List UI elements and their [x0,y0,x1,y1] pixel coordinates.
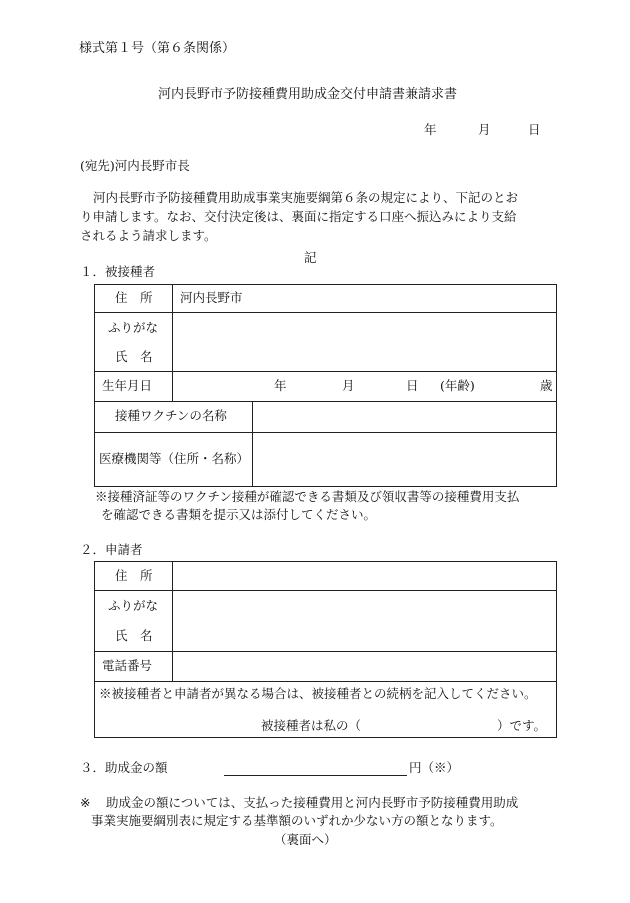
applicant-address-label: 住 所 [115,568,153,583]
relationship-prefix: 被接種者は私の（ [261,718,362,733]
footnote-mark: ※ [80,795,91,810]
intro-line-3: されるよう請求します。 [80,228,217,243]
dob-year-label: 年 [274,378,287,393]
amount-input-line[interactable] [224,775,407,776]
table1-divider [94,312,557,313]
addressee: (宛先)河内長野市長 [80,158,190,173]
table1-divider [94,432,557,433]
section1-heading: １．被接種者 [80,264,156,279]
recipient-dob-label: 生年月日 [102,378,153,393]
section2-heading: ２．申請者 [80,542,143,557]
age-unit: 歳 [540,378,553,393]
recipient-name-label: 氏 名 [115,349,153,364]
form-title: 河内長野市予防接種費用助成金交付申請書兼請求書 [158,87,458,102]
footnote-line-1: 助成金の額については、支払った接種費用と河内長野市予防接種費用助成 [106,795,519,810]
section1-note-line-2: を確認できる書類を提示又は添付してください。 [101,507,377,522]
dob-month-label: 月 [342,378,355,393]
section3-heading: ３．助成金の額 [80,760,168,775]
recipient-address-value[interactable]: 河内長野市 [180,290,243,305]
date-year-label: 年 [424,122,437,137]
turn-over-label: （裏面へ） [274,832,337,847]
table2-divider [94,590,557,591]
applicant-table [94,561,557,738]
table1-divider [94,401,557,402]
form-number: 様式第１号（第６条関係） [79,41,236,56]
recipient-address-label: 住 所 [115,290,153,305]
relationship-note: ※被接種者と申請者が異なる場合は、被接種者との続柄を記入してください。 [99,686,537,701]
clinic-label: 医療機関等（住所・名称） [99,451,250,466]
intro-line-1: 河内長野市予防接種費用助成事業実施要綱第６条の規定により、下記のとお [93,190,519,205]
intro-line-2: り申請します。なお、交付決定後は、裏面に指定する口座へ振込みにより支給 [80,209,517,224]
applicant-name-label: 氏 名 [115,628,153,643]
table2-divider [94,681,557,682]
intro-paragraph [80,188,550,245]
table2-divider [94,651,557,652]
footnote-line-2: 事業実施要綱別表に規定する基準額のいずれか少ない方の額となります。 [91,813,503,828]
table1-label-column-line [252,401,253,487]
amount-unit: 円（※） [409,760,460,775]
ki-label: 記 [304,250,317,265]
table1-label-column-line [172,284,173,401]
recipient-furigana-label: ふりがな [108,320,159,335]
applicant-furigana-label: ふりがな [108,598,159,613]
dob-day-label: 日 [406,378,419,393]
table2-label-column-line [172,561,173,681]
applicant-phone-label: 電話番号 [102,658,153,673]
vaccine-name-label: 接種ワクチンの名称 [115,408,227,423]
date-month-label: 月 [478,122,491,137]
table1-divider [94,371,557,372]
section1-note-line-1: ※接種済証等のワクチン接種が確認できる書類及び領収書等の接種費用支払 [95,489,520,504]
relationship-suffix: ）です。 [497,718,547,733]
date-day-label: 日 [528,122,541,137]
age-label: (年齢) [440,378,475,393]
